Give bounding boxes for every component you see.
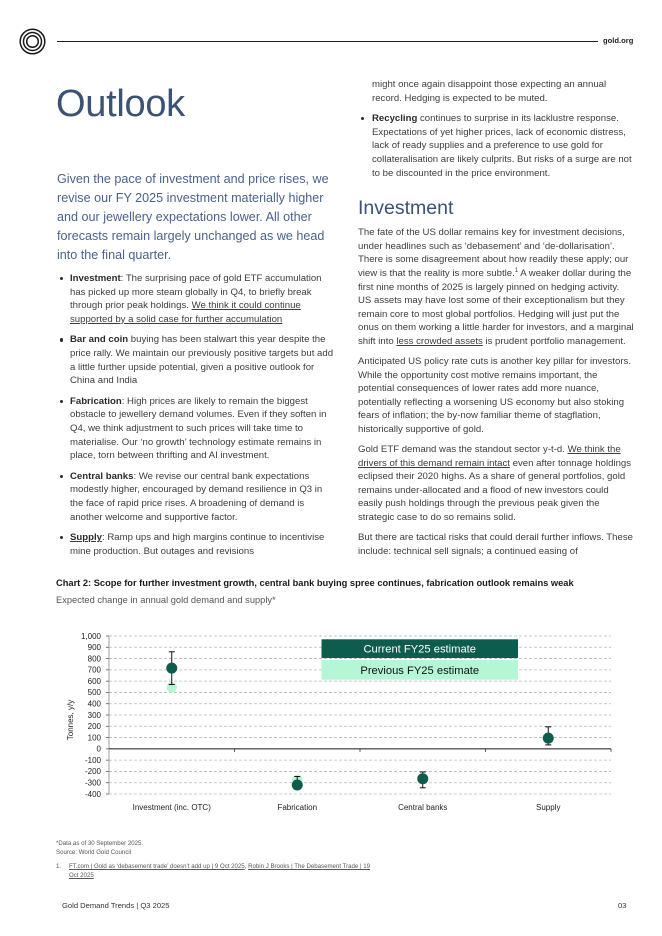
bullet-icon: [60, 338, 63, 341]
bullet-text: : We revise our central bank expectations modestly higher, encouraged by demand resilience in Q3 in the face of rapid price rises. A broadening of demand is another welcome and supportive factor.: [70, 470, 323, 523]
bullet-label: Central banks: [70, 470, 134, 482]
paragraph-tactical-risks: But there are tactical risks that could derail further inflows. These include: technical sell signals; a continued easing of: [358, 532, 633, 557]
x-category-label: Fabrication: [277, 803, 318, 812]
current-estimate-dot: [292, 779, 303, 790]
source-note: Source: World Gold Council: [56, 849, 132, 856]
page-number: 03: [618, 901, 627, 910]
page-title: Outlook: [56, 83, 185, 125]
y-tick-label: 200: [87, 722, 101, 732]
header-divider: [57, 41, 598, 42]
paragraph-us-dollar: [358, 226, 635, 348]
site-link[interactable]: gold.org: [603, 36, 634, 45]
y-tick-label: -400: [84, 789, 101, 799]
legend-current-label: Current FY25 estimate: [363, 643, 477, 656]
section-title-investment: Investment: [358, 197, 454, 220]
x-category-label: Central banks: [398, 803, 448, 812]
legend-previous-label: Previous FY25 estimate: [360, 664, 480, 677]
outlook-bullet-list: [57, 272, 336, 572]
footnote-separator: ,: [244, 863, 249, 870]
current-estimate-dot: [417, 773, 428, 784]
y-tick-label: 300: [87, 710, 101, 720]
y-tick-label: 100: [87, 733, 101, 743]
bullet-icon: [60, 400, 63, 403]
footer-publication: Gold Demand Trends | Q3 2025: [62, 901, 170, 910]
bullet-text: continues to surprise in its lacklustre response. Expectations of yet higher prices, lack of economic distress, lack of ready supplies and a preference to use gold for collateralisation are likely culprits. But risks of a surge are not to be discounted in the price environment.: [372, 113, 632, 179]
paragraph-text: A weaker dollar during the first nine months of 2025 is largely pinned on hedging activity. US assets may have lost some of their exceptionalism but they remain core to most global portfolios. Hedging will just put the onus on them working a little harder for investors, and a marginal shift into: [358, 267, 634, 347]
bullet-fabrication: [57, 395, 336, 463]
footnotes: [56, 839, 376, 880]
intro-summary: Given the pace of investment and price rises, we revise our FY 2025 investment materially higher and our jewellery expectations lower. All other forecasts remain largely unchanged as we head into the final quarter.: [57, 172, 329, 262]
y-tick-label: 800: [87, 654, 101, 664]
bullet-label: Recycling: [372, 113, 418, 125]
less-crowded-assets-link[interactable]: less crowded assets: [396, 335, 483, 347]
bullet-label: Supply: [70, 532, 102, 544]
y-tick-label: 700: [87, 665, 101, 675]
footnote-number: 1.: [56, 863, 62, 870]
bullet-label: Bar and coin: [70, 334, 129, 346]
bullet-icon: [60, 277, 63, 280]
supply-bullet-continuation: might once again disappoint those expecting an annual record. Hedging is expected to be muted.: [372, 79, 607, 104]
y-axis-label: Tonnes, y/y: [66, 699, 75, 741]
chart-subtitle: Expected change in annual gold demand and supply*: [56, 595, 276, 605]
bullet-investment: [57, 272, 336, 326]
current-estimate-dot: [166, 663, 177, 674]
chart-title: Chart 2: Scope for further investment growth, central bank buying spree continues, fabrication outlook remains weak: [56, 578, 574, 588]
recycling-bullet-list: [358, 112, 635, 180]
y-tick-label: 500: [87, 688, 101, 698]
x-category-label: Supply: [536, 803, 561, 812]
concentric-rings-logo-icon: [19, 28, 46, 55]
footnote-ref-1[interactable]: 1: [514, 267, 519, 274]
paragraph-text: even after tonnage holdings eclipsed their 2020 highs. As a share of general portfolios, gold remains under-allocated and a flood of new investors could easily push holdings through the previous peak given the strategic case to do so remains solid.: [358, 457, 632, 524]
footnote-text: [69, 862, 376, 880]
y-tick-label: 400: [87, 699, 101, 709]
right-column: [358, 78, 635, 572]
bullet-icon: [60, 536, 63, 539]
y-tick-label: -100: [84, 755, 101, 765]
y-tick-label: 900: [87, 643, 101, 653]
x-category-label: Investment (inc. OTC): [132, 803, 211, 812]
data-note: *Data as of 30 September 2025.: [56, 840, 144, 847]
bullet-recycling: [358, 112, 635, 180]
paragraph-etf-demand: [358, 443, 635, 525]
bullet-icon: [361, 117, 364, 120]
bullet-text: buying has been stalwart this year despite the price rally. We maintain our previously positive targets but add a little further upside potential, given a positive outlook for China and India: [70, 334, 334, 387]
y-tick-label: 0: [96, 744, 101, 754]
bullet-supply: [57, 531, 336, 558]
current-estimate-dot: [543, 733, 554, 744]
bullet-central-banks: [57, 470, 336, 524]
bullet-text: : Ramp ups and high margins continue to incentivise mine production. But outages and revisions: [70, 532, 325, 557]
y-tick-label: -200: [84, 767, 101, 777]
bullet-bar-and-coin: [57, 333, 336, 387]
y-tick-label: 1,000: [80, 631, 101, 641]
paragraph-rate-cuts: Anticipated US policy rate cuts is another key pillar for investors. While the opportunity cost motive remains important, the potential consequences of lower rates add more nuance, potentially reflecting a worsening US economy but also stoking fears of inflation; the by-now familiar theme of stagflation, historically supportive of gold.: [358, 356, 632, 435]
y-tick-label: -300: [84, 778, 101, 788]
supply-link[interactable]: [70, 532, 102, 543]
bullet-label: Fabrication: [70, 395, 122, 407]
footnote-1: [56, 862, 376, 880]
bullet-icon: [60, 475, 63, 478]
paragraph-text: Gold ETF demand was the standout sector y-t-d.: [358, 444, 568, 456]
etf-accumulation-link[interactable]: We think it could continue supported by a solid case for further accumulation: [70, 300, 301, 325]
ft-article-link[interactable]: FT.com | Gold as ‘debasement trade’ doesn’t add up | 9 Oct 2025: [69, 863, 245, 870]
robin-brooks-link[interactable]: Robin J Brooks | The Debasement Trade | 19 Oct 2025: [69, 863, 371, 879]
paragraph-text: is prudent portfolio management.: [482, 335, 626, 347]
paragraph-text: The fate of the US dollar remains key for investment decisions, under headlines such as ‘debasement’ and ‘de-dollarisation’. There is some disagreement about how readily these apply; our view is that the reality is more subtle.: [358, 227, 629, 279]
etf-drivers-link[interactable]: We think the drivers of this demand remain intact: [358, 444, 621, 469]
gold-demand-change-chart: [55, 625, 625, 820]
bullet-text: : High prices are likely to remain the biggest obstacle to jewellery demand volumes. Even if they soften in Q4, we think adjustment to such prices will take time to materialise. Our ‘no growth’ technology estimate remains in place, torn between thrifting and AI investment.: [70, 395, 327, 462]
bullet-text: : The surprising pace of gold ETF accumulation has picked up more steam globally in Q4, to briefly break through prior peak holdings.: [70, 273, 322, 312]
y-tick-label: 600: [87, 676, 101, 686]
bullet-label: Investment: [70, 273, 121, 284]
